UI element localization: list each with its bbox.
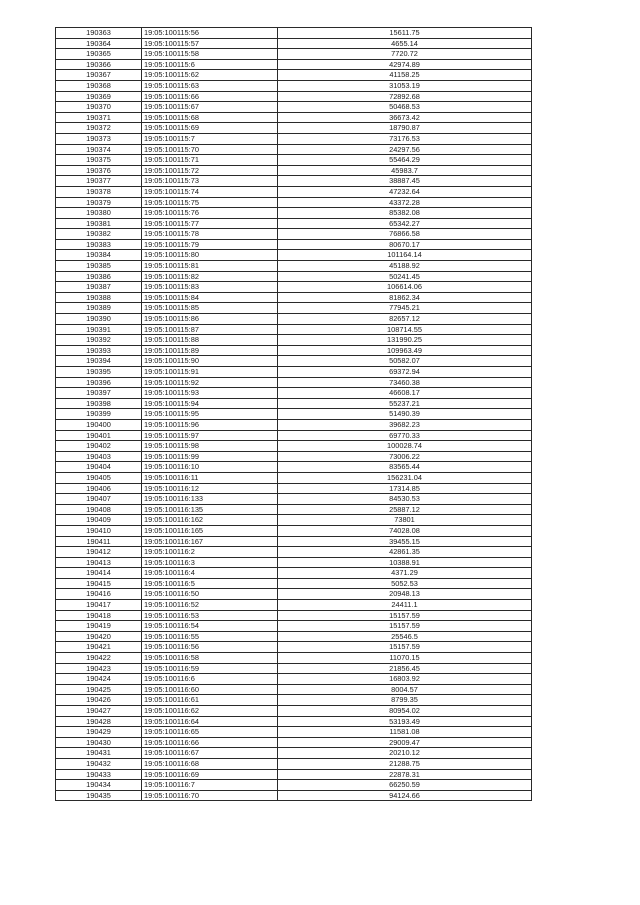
amount-cell: 106614.06	[278, 282, 532, 293]
table-row	[56, 398, 532, 409]
amount-cell: 4655.14	[278, 38, 532, 49]
amount-cell: 25546.5	[278, 631, 532, 642]
table-row	[56, 324, 532, 335]
timestamp-cell: 19:05:100115:7	[142, 133, 278, 144]
table-row	[56, 80, 532, 91]
row-id-cell: 190423	[56, 663, 142, 674]
amount-cell: 74028.08	[278, 525, 532, 536]
amount-cell: 53193.49	[278, 716, 532, 727]
amount-cell: 108714.55	[278, 324, 532, 335]
row-id-cell: 190392	[56, 335, 142, 346]
table-row	[56, 578, 532, 589]
amount-cell: 73801	[278, 515, 532, 526]
timestamp-cell: 19:05:100116:56	[142, 642, 278, 653]
amount-cell: 65342.27	[278, 218, 532, 229]
timestamp-cell: 19:05:100116:52	[142, 600, 278, 611]
row-id-cell: 190389	[56, 303, 142, 314]
table-row	[56, 547, 532, 558]
row-id-cell: 190421	[56, 642, 142, 653]
row-id-cell: 190408	[56, 504, 142, 515]
table-row	[56, 494, 532, 505]
table-row	[56, 769, 532, 780]
amount-cell: 101164.14	[278, 250, 532, 261]
table-row	[56, 314, 532, 325]
row-id-cell: 190388	[56, 292, 142, 303]
table-row	[56, 568, 532, 579]
table-row	[56, 282, 532, 293]
timestamp-cell: 19:05:100115:91	[142, 367, 278, 378]
table-row	[56, 38, 532, 49]
table-row	[56, 748, 532, 759]
amount-cell: 15157.59	[278, 642, 532, 653]
timestamp-cell: 19:05:100116:5	[142, 578, 278, 589]
timestamp-cell: 19:05:100115:79	[142, 239, 278, 250]
amount-cell: 8004.57	[278, 684, 532, 695]
amount-cell: 73006.22	[278, 451, 532, 462]
table-row	[56, 409, 532, 420]
table-row	[56, 706, 532, 717]
amount-cell: 73176.53	[278, 133, 532, 144]
table-row	[56, 271, 532, 282]
row-id-cell: 190427	[56, 706, 142, 717]
amount-cell: 131990.25	[278, 335, 532, 346]
timestamp-cell: 19:05:100115:86	[142, 314, 278, 325]
table-row	[56, 335, 532, 346]
table-row	[56, 631, 532, 642]
timestamp-cell: 19:05:100116:64	[142, 716, 278, 727]
amount-cell: 55464.29	[278, 155, 532, 166]
timestamp-cell: 19:05:100116:11	[142, 472, 278, 483]
timestamp-cell: 19:05:100115:78	[142, 229, 278, 240]
timestamp-cell: 19:05:100115:63	[142, 80, 278, 91]
timestamp-cell: 19:05:100116:70	[142, 790, 278, 801]
timestamp-cell: 19:05:100115:58	[142, 49, 278, 60]
timestamp-cell: 19:05:100115:81	[142, 261, 278, 272]
timestamp-cell: 19:05:100116:165	[142, 525, 278, 536]
amount-cell: 39682.23	[278, 419, 532, 430]
row-id-cell: 190382	[56, 229, 142, 240]
row-id-cell: 190386	[56, 271, 142, 282]
timestamp-cell: 19:05:100116:162	[142, 515, 278, 526]
amount-cell: 15611.75	[278, 28, 532, 39]
timestamp-cell: 19:05:100115:67	[142, 102, 278, 113]
amount-cell: 31053.19	[278, 80, 532, 91]
table-row	[56, 197, 532, 208]
timestamp-cell: 19:05:100115:97	[142, 430, 278, 441]
timestamp-cell: 19:05:100115:66	[142, 91, 278, 102]
row-id-cell: 190404	[56, 462, 142, 473]
row-id-cell: 190434	[56, 780, 142, 791]
timestamp-cell: 19:05:100116:4	[142, 568, 278, 579]
timestamp-cell: 19:05:100115:68	[142, 112, 278, 123]
table-row	[56, 642, 532, 653]
amount-cell: 8799.35	[278, 695, 532, 706]
amount-cell: 80670.17	[278, 239, 532, 250]
amount-cell: 5052.53	[278, 578, 532, 589]
amount-cell: 20948.13	[278, 589, 532, 600]
row-id-cell: 190397	[56, 388, 142, 399]
timestamp-cell: 19:05:100115:87	[142, 324, 278, 335]
amount-cell: 7720.72	[278, 49, 532, 60]
timestamp-cell: 19:05:100115:96	[142, 419, 278, 430]
amount-cell: 36673.42	[278, 112, 532, 123]
timestamp-cell: 19:05:100115:73	[142, 176, 278, 187]
timestamp-cell: 19:05:100115:84	[142, 292, 278, 303]
amount-cell: 39455.15	[278, 536, 532, 547]
row-id-cell: 190428	[56, 716, 142, 727]
table-row	[56, 218, 532, 229]
table-row	[56, 292, 532, 303]
amount-cell: 85382.08	[278, 208, 532, 219]
row-id-cell: 190371	[56, 112, 142, 123]
table-row	[56, 557, 532, 568]
amount-cell: 69372.94	[278, 367, 532, 378]
timestamp-cell: 19:05:100115:83	[142, 282, 278, 293]
amount-cell: 82657.12	[278, 314, 532, 325]
table-row	[56, 345, 532, 356]
amount-cell: 69770.33	[278, 430, 532, 441]
row-id-cell: 190433	[56, 769, 142, 780]
timestamp-cell: 19:05:100116:50	[142, 589, 278, 600]
row-id-cell: 190380	[56, 208, 142, 219]
row-id-cell: 190366	[56, 59, 142, 70]
amount-cell: 100028.74	[278, 441, 532, 452]
row-id-cell: 190406	[56, 483, 142, 494]
table-row	[56, 790, 532, 801]
table-row	[56, 123, 532, 134]
timestamp-cell: 19:05:100116:54	[142, 621, 278, 632]
row-id-cell: 190435	[56, 790, 142, 801]
timestamp-cell: 19:05:100115:56	[142, 28, 278, 39]
timestamp-cell: 19:05:100115:90	[142, 356, 278, 367]
timestamp-cell: 19:05:100115:71	[142, 155, 278, 166]
timestamp-cell: 19:05:100116:66	[142, 737, 278, 748]
amount-cell: 22878.31	[278, 769, 532, 780]
row-id-cell: 190411	[56, 536, 142, 547]
table-row	[56, 49, 532, 60]
row-id-cell: 190396	[56, 377, 142, 388]
amount-cell: 11581.08	[278, 727, 532, 738]
timestamp-cell: 19:05:100115:72	[142, 165, 278, 176]
timestamp-cell: 19:05:100116:6	[142, 674, 278, 685]
row-id-cell: 190413	[56, 557, 142, 568]
row-id-cell: 190414	[56, 568, 142, 579]
amount-cell: 81862.34	[278, 292, 532, 303]
row-id-cell: 190393	[56, 345, 142, 356]
timestamp-cell: 19:05:100115:74	[142, 186, 278, 197]
table-row	[56, 504, 532, 515]
amount-cell: 17314.85	[278, 483, 532, 494]
row-id-cell: 190394	[56, 356, 142, 367]
table-row	[56, 144, 532, 155]
row-id-cell: 190377	[56, 176, 142, 187]
table-row	[56, 165, 532, 176]
data-table	[55, 27, 532, 801]
row-id-cell: 190398	[56, 398, 142, 409]
table-row	[56, 102, 532, 113]
table-row	[56, 208, 532, 219]
table-row	[56, 737, 532, 748]
row-id-cell: 190432	[56, 758, 142, 769]
amount-cell: 20210.12	[278, 748, 532, 759]
table-row	[56, 600, 532, 611]
timestamp-cell: 19:05:100115:95	[142, 409, 278, 420]
amount-cell: 15157.59	[278, 621, 532, 632]
table-row	[56, 239, 532, 250]
row-id-cell: 190416	[56, 589, 142, 600]
table-row	[56, 28, 532, 39]
timestamp-cell: 19:05:100116:58	[142, 653, 278, 664]
table-row	[56, 536, 532, 547]
amount-cell: 80954.02	[278, 706, 532, 717]
amount-cell: 77945.21	[278, 303, 532, 314]
amount-cell: 38887.45	[278, 176, 532, 187]
amount-cell: 10388.91	[278, 557, 532, 568]
timestamp-cell: 19:05:100116:2	[142, 547, 278, 558]
row-id-cell: 190385	[56, 261, 142, 272]
table-row	[56, 589, 532, 600]
table-row	[56, 674, 532, 685]
timestamp-cell: 19:05:100116:133	[142, 494, 278, 505]
row-id-cell: 190375	[56, 155, 142, 166]
timestamp-cell: 19:05:100115:93	[142, 388, 278, 399]
table-row	[56, 367, 532, 378]
row-id-cell: 190372	[56, 123, 142, 134]
row-id-cell: 190400	[56, 419, 142, 430]
row-id-cell: 190429	[56, 727, 142, 738]
amount-cell: 45188.92	[278, 261, 532, 272]
row-id-cell: 190420	[56, 631, 142, 642]
row-id-cell: 190410	[56, 525, 142, 536]
table-row	[56, 430, 532, 441]
row-id-cell: 190387	[56, 282, 142, 293]
amount-cell: 55237.21	[278, 398, 532, 409]
amount-cell: 73460.38	[278, 377, 532, 388]
timestamp-cell: 19:05:100116:53	[142, 610, 278, 621]
timestamp-cell: 19:05:100115:80	[142, 250, 278, 261]
table-row	[56, 472, 532, 483]
amount-cell: 51490.39	[278, 409, 532, 420]
table-row	[56, 250, 532, 261]
table-body	[56, 28, 532, 801]
row-id-cell: 190402	[56, 441, 142, 452]
row-id-cell: 190395	[56, 367, 142, 378]
amount-cell: 156231.04	[278, 472, 532, 483]
timestamp-cell: 19:05:100116:135	[142, 504, 278, 515]
amount-cell: 18790.87	[278, 123, 532, 134]
table-row	[56, 261, 532, 272]
amount-cell: 21288.75	[278, 758, 532, 769]
table-row	[56, 758, 532, 769]
amount-cell: 50468.53	[278, 102, 532, 113]
amount-cell: 46608.17	[278, 388, 532, 399]
table-row	[56, 186, 532, 197]
amount-cell: 84530.53	[278, 494, 532, 505]
table-row	[56, 356, 532, 367]
table-row	[56, 441, 532, 452]
amount-cell: 29009.47	[278, 737, 532, 748]
row-id-cell: 190409	[56, 515, 142, 526]
table-row	[56, 684, 532, 695]
row-id-cell: 190403	[56, 451, 142, 462]
table-row	[56, 419, 532, 430]
timestamp-cell: 19:05:100115:62	[142, 70, 278, 81]
amount-cell: 50241.45	[278, 271, 532, 282]
row-id-cell: 190363	[56, 28, 142, 39]
row-id-cell: 190405	[56, 472, 142, 483]
timestamp-cell: 19:05:100115:57	[142, 38, 278, 49]
table-row	[56, 716, 532, 727]
amount-cell: 43372.28	[278, 197, 532, 208]
table-row	[56, 303, 532, 314]
timestamp-cell: 19:05:100116:69	[142, 769, 278, 780]
timestamp-cell: 19:05:100116:65	[142, 727, 278, 738]
amount-cell: 47232.64	[278, 186, 532, 197]
row-id-cell: 190381	[56, 218, 142, 229]
row-id-cell: 190425	[56, 684, 142, 695]
timestamp-cell: 19:05:100116:167	[142, 536, 278, 547]
amount-cell: 76866.58	[278, 229, 532, 240]
row-id-cell: 190369	[56, 91, 142, 102]
timestamp-cell: 19:05:100115:85	[142, 303, 278, 314]
row-id-cell: 190418	[56, 610, 142, 621]
row-id-cell: 190374	[56, 144, 142, 155]
row-id-cell: 190422	[56, 653, 142, 664]
row-id-cell: 190426	[56, 695, 142, 706]
timestamp-cell: 19:05:100116:7	[142, 780, 278, 791]
timestamp-cell: 19:05:100115:98	[142, 441, 278, 452]
row-id-cell: 190390	[56, 314, 142, 325]
row-id-cell: 190401	[56, 430, 142, 441]
row-id-cell: 190384	[56, 250, 142, 261]
amount-cell: 42861.35	[278, 547, 532, 558]
timestamp-cell: 19:05:100116:61	[142, 695, 278, 706]
row-id-cell: 190415	[56, 578, 142, 589]
amount-cell: 109963.49	[278, 345, 532, 356]
amount-cell: 45983.7	[278, 165, 532, 176]
row-id-cell: 190368	[56, 80, 142, 91]
table-row	[56, 91, 532, 102]
row-id-cell: 190376	[56, 165, 142, 176]
row-id-cell: 190430	[56, 737, 142, 748]
row-id-cell: 190378	[56, 186, 142, 197]
row-id-cell: 190370	[56, 102, 142, 113]
timestamp-cell: 19:05:100116:55	[142, 631, 278, 642]
row-id-cell: 190419	[56, 621, 142, 632]
table-row	[56, 462, 532, 473]
timestamp-cell: 19:05:100116:10	[142, 462, 278, 473]
amount-cell: 66250.59	[278, 780, 532, 791]
table-row	[56, 695, 532, 706]
amount-cell: 94124.66	[278, 790, 532, 801]
timestamp-cell: 19:05:100115:76	[142, 208, 278, 219]
table-row	[56, 155, 532, 166]
timestamp-cell: 19:05:100116:62	[142, 706, 278, 717]
timestamp-cell: 19:05:100115:88	[142, 335, 278, 346]
amount-cell: 24297.56	[278, 144, 532, 155]
row-id-cell: 190365	[56, 49, 142, 60]
table-row	[56, 133, 532, 144]
table-row	[56, 59, 532, 70]
timestamp-cell: 19:05:100116:60	[142, 684, 278, 695]
table-row	[56, 610, 532, 621]
table-row	[56, 663, 532, 674]
table-row	[56, 621, 532, 632]
amount-cell: 24411.1	[278, 600, 532, 611]
amount-cell: 21856.45	[278, 663, 532, 674]
table-row	[56, 451, 532, 462]
amount-cell: 11070.15	[278, 653, 532, 664]
timestamp-cell: 19:05:100115:70	[142, 144, 278, 155]
timestamp-cell: 19:05:100115:77	[142, 218, 278, 229]
row-id-cell: 190407	[56, 494, 142, 505]
table-row	[56, 727, 532, 738]
table-row	[56, 780, 532, 791]
timestamp-cell: 19:05:100115:99	[142, 451, 278, 462]
timestamp-cell: 19:05:100115:69	[142, 123, 278, 134]
row-id-cell: 190424	[56, 674, 142, 685]
amount-cell: 41158.25	[278, 70, 532, 81]
amount-cell: 16803.92	[278, 674, 532, 685]
amount-cell: 50582.07	[278, 356, 532, 367]
timestamp-cell: 19:05:100115:75	[142, 197, 278, 208]
row-id-cell: 190399	[56, 409, 142, 420]
row-id-cell: 190431	[56, 748, 142, 759]
timestamp-cell: 19:05:100116:59	[142, 663, 278, 674]
timestamp-cell: 19:05:100115:6	[142, 59, 278, 70]
amount-cell: 15157.59	[278, 610, 532, 621]
table-row	[56, 70, 532, 81]
timestamp-cell: 19:05:100115:92	[142, 377, 278, 388]
table-row	[56, 483, 532, 494]
row-id-cell: 190391	[56, 324, 142, 335]
timestamp-cell: 19:05:100116:67	[142, 748, 278, 759]
table-row	[56, 229, 532, 240]
table-row	[56, 112, 532, 123]
timestamp-cell: 19:05:100115:82	[142, 271, 278, 282]
row-id-cell: 190383	[56, 239, 142, 250]
timestamp-cell: 19:05:100115:89	[142, 345, 278, 356]
amount-cell: 25887.12	[278, 504, 532, 515]
amount-cell: 72892.68	[278, 91, 532, 102]
amount-cell: 42974.89	[278, 59, 532, 70]
row-id-cell: 190412	[56, 547, 142, 558]
table-row	[56, 377, 532, 388]
table-row	[56, 515, 532, 526]
timestamp-cell: 19:05:100116:68	[142, 758, 278, 769]
timestamp-cell: 19:05:100116:12	[142, 483, 278, 494]
row-id-cell: 190364	[56, 38, 142, 49]
table-row	[56, 653, 532, 664]
table-row	[56, 388, 532, 399]
row-id-cell: 190373	[56, 133, 142, 144]
amount-cell: 83565.44	[278, 462, 532, 473]
amount-cell: 4371.29	[278, 568, 532, 579]
table-row	[56, 525, 532, 536]
row-id-cell: 190367	[56, 70, 142, 81]
timestamp-cell: 19:05:100115:94	[142, 398, 278, 409]
table-row	[56, 176, 532, 187]
row-id-cell: 190379	[56, 197, 142, 208]
timestamp-cell: 19:05:100116:3	[142, 557, 278, 568]
row-id-cell: 190417	[56, 600, 142, 611]
